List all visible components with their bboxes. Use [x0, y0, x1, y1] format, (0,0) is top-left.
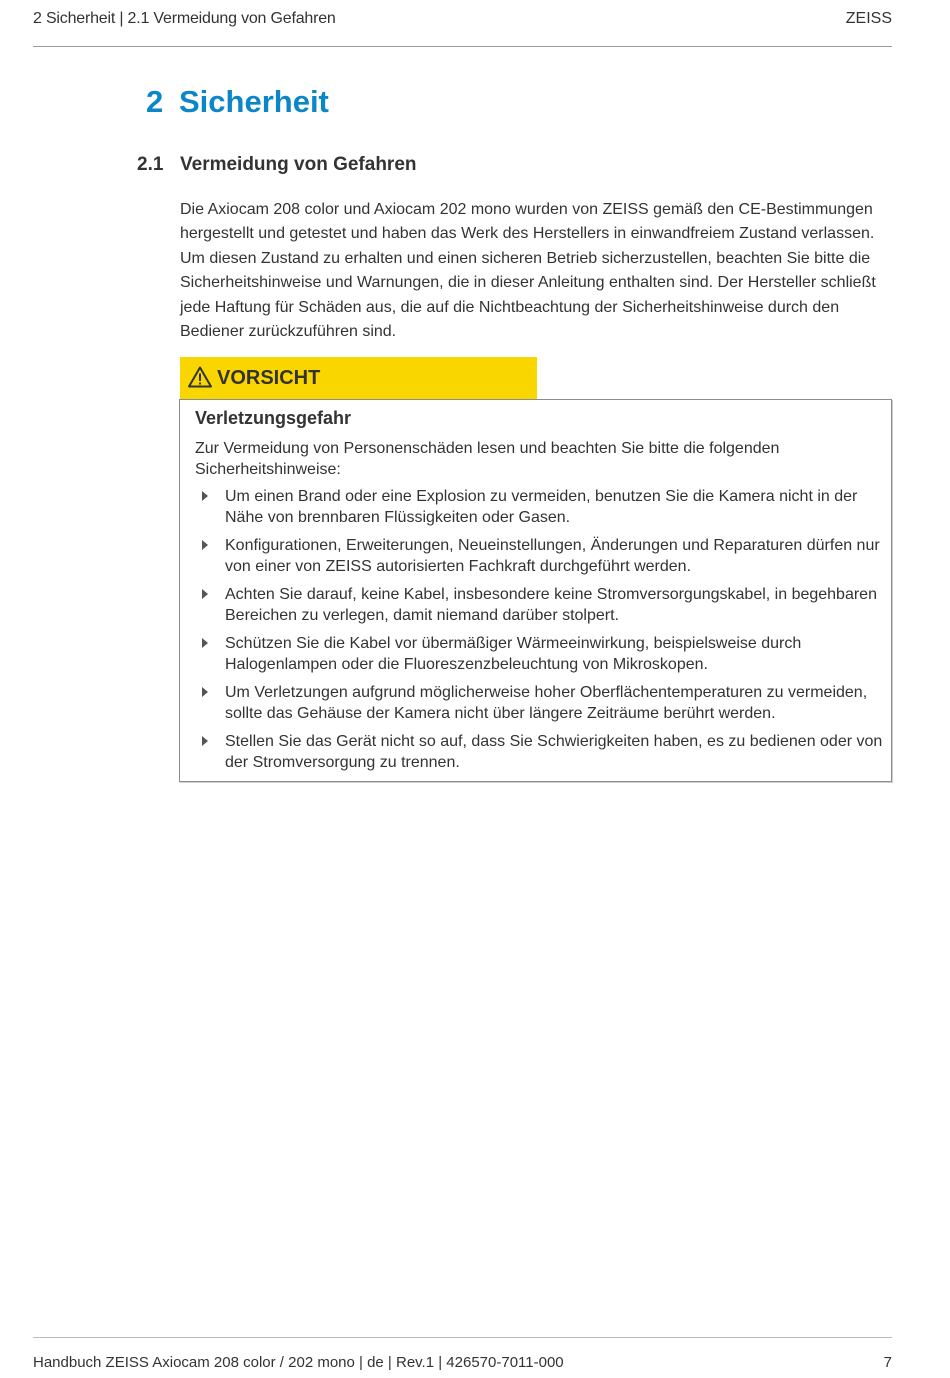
page-footer [33, 1337, 892, 1378]
bullet-arrow-icon [202, 540, 208, 550]
chapter-heading [146, 84, 329, 120]
chapter-title: Sicherheit [179, 84, 329, 119]
list-item-text: Schützen Sie die Kabel vor übermäßiger Wärmeeinwirkung, beispielsweise durch Halogenlampen oder die Fluoreszenzbeleuchtung von Mikroskopen. [225, 635, 802, 673]
warning-triangle-icon [188, 366, 212, 388]
list-item [195, 731, 885, 773]
list-item-text: Achten Sie darauf, keine Kabel, insbesondere keine Stromversorgungskabel, in begehbaren Bereichen zu verlegen, damit niemand darüber stolpert. [225, 586, 877, 624]
section-number: 2.1 [137, 154, 164, 175]
chapter-number: 2 [146, 84, 164, 119]
list-item-text: Konfigurationen, Erweiterungen, Neueinstellungen, Änderungen und Reparaturen dürfen nur von einer von ZEISS autorisierten Fachkraft durchgeführt werden. [225, 537, 880, 575]
bullet-arrow-icon [202, 589, 208, 599]
list-item [195, 486, 885, 528]
section-title: Vermeidung von Gefahren [180, 154, 417, 175]
list-item-text: Stellen Sie das Gerät nicht so auf, dass Sie Schwierigkeiten haben, es zu bedienen oder von der Stromversorgung zu trennen. [225, 733, 883, 771]
warning-list [195, 486, 885, 780]
bullet-arrow-icon [202, 638, 208, 648]
warning-description: Zur Vermeidung von Personenschäden lesen und beachten Sie bitte die folgenden Sicherheitshinweise: [195, 440, 780, 478]
bullet-arrow-icon [202, 736, 208, 746]
warning-title: Verletzungsgefahr [195, 408, 352, 428]
section-heading [137, 154, 417, 176]
list-item-text: Um einen Brand oder eine Explosion zu vermeiden, benutzen Sie die Kamera nicht in der Nähe von brennbaren Flüssigkeiten oder Gasen. [225, 488, 858, 526]
bullet-arrow-icon [202, 687, 208, 697]
page-header [33, 0, 892, 47]
breadcrumb: 2 Sicherheit | 2.1 Vermeidung von Gefahren [33, 10, 336, 27]
list-item [195, 682, 885, 724]
list-item [195, 633, 885, 675]
list-item-text: Um Verletzungen aufgrund möglicherweise hoher Oberflächentemperaturen zu vermeiden, sollte das Gehäuse der Kamera nicht über längere Zeiträume berührt werden. [225, 684, 868, 722]
list-item [195, 535, 885, 577]
intro-paragraph: Die Axiocam 208 color und Axiocam 202 mono wurden von ZEISS gemäß den CE-Bestimmungen hergestellt und getestet und haben das Werk des Herstellers in einwandfreiem Zustand verlassen. Um diesen Zustand zu erhalten und einen sicheren Betrieb sicherzustellen, beachten Sie bitte die Sicherheitshinweise und Warnungen, die in dieser Anleitung enthalten sind. Der Hersteller schließt jede Haftung für Schäden aus, die auf die Nichtbeachtung der Sicherheitshinweise durch den Bediener zurückzuführen sind. [180, 201, 876, 341]
warning-signal-tab [180, 357, 537, 399]
list-item [195, 584, 885, 626]
warning-box [179, 399, 892, 782]
warning-signal-word: VORSICHT [217, 367, 321, 389]
brand-name: ZEISS [845, 10, 892, 27]
page-number: 7 [883, 1354, 892, 1371]
bullet-arrow-icon [202, 491, 208, 501]
footer-document-info: Handbuch ZEISS Axiocam 208 color / 202 mono | de | Rev.1 | 426570-7011-000 [33, 1354, 564, 1371]
